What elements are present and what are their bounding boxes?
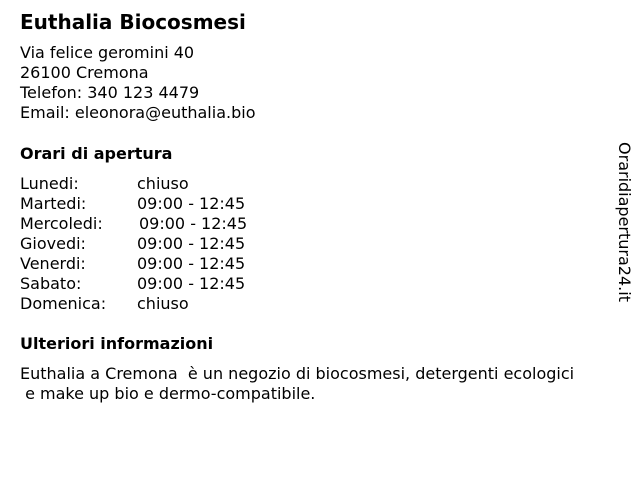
time-value: chiuso [137,294,189,313]
day-label: Martedi: [20,194,87,213]
day-label: Lunedi: [20,174,79,193]
address-block [20,43,255,123]
business-name: Euthalia Biocosmesi [20,10,246,34]
email-line: Email: eleonora@euthalia.bio [20,103,256,122]
day-label: Sabato: [20,274,82,293]
time-value: 09:00 - 12:45 [137,194,246,213]
time-value: 09:00 - 12:45 [137,274,246,293]
further-info-text [20,364,574,404]
time-value: 09:00 - 12:45 [137,234,246,253]
phone-line: Telefon: 340 123 4479 [20,83,200,102]
info-line-1: Euthalia a Cremona è un negozio di biocosmesi, detergenti ecologici [20,364,575,383]
day-label: Mercoledi: [20,214,103,233]
postal-city: 26100 Cremona [20,63,149,82]
further-info-heading: Ulteriori informazioni [20,334,214,353]
day-label: Domenica: [20,294,107,313]
street-address: Via felice geromini 40 [20,43,195,62]
info-line-2: e make up bio e dermo-compatibile. [20,384,316,403]
opening-hours-heading: Orari di apertura [20,144,173,163]
time-value: 09:00 - 12:45 [137,254,246,273]
site-watermark: Oraridiapertura24.it [615,142,634,302]
day-label: Giovedi: [20,234,86,253]
day-label: Venerdi: [20,254,86,273]
time-value: 09:00 - 12:45 [139,214,248,233]
time-value: chiuso [137,174,189,193]
